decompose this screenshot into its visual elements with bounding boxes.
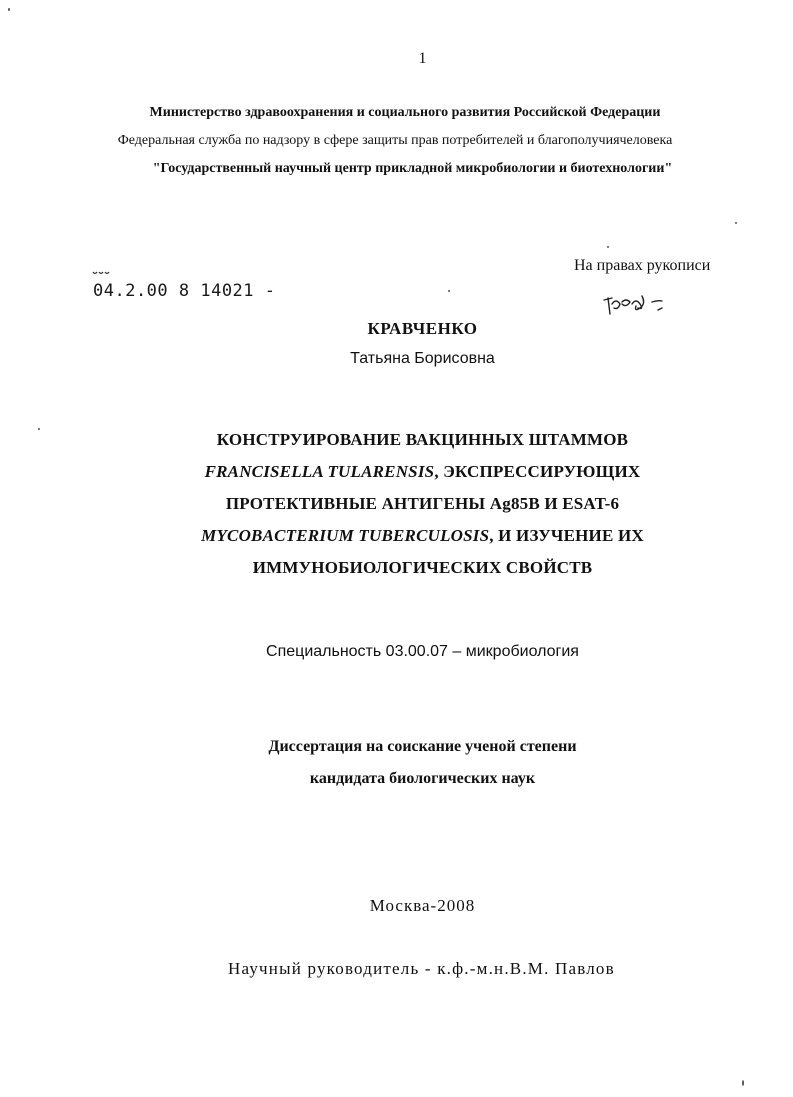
dissertation-title-line-5: ИММУНОБИОЛОГИЧЕСКИХ СВОЙСТВ <box>252 558 593 577</box>
scientific-supervisor: Научный руководитель - к.ф.-м.н.В.М. Павлов <box>228 959 615 978</box>
federal-service-name: Федеральная служба по надзору в сфере защиты прав потребителей и благополучиячеловека <box>117 133 673 148</box>
stamp-marks-icon <box>92 270 114 278</box>
scan-speck <box>448 290 450 292</box>
degree-line-2: кандидата биологических наук <box>309 770 536 787</box>
scan-speck <box>742 1080 744 1086</box>
research-center-name: "Государственный научный центр прикладной микробиологии и биотехнологии" <box>152 161 673 176</box>
dissertation-title-line-1: КОНСТРУИРОВАНИЕ ВАКЦИННЫХ ШТАММОВ <box>216 430 629 449</box>
species-name-italic: FRANCISELLA TULARENSIS <box>204 462 435 481</box>
city-and-year: Москва-2008 <box>369 896 476 915</box>
manuscript-rights-label: На правах рукописи <box>574 257 711 274</box>
title-line-4-rest: , И ИЗУЧЕНИЕ ИХ <box>489 526 644 545</box>
dissertation-title-line-3: ПРОТЕКТИВНЫЕ АНТИГЕНЫ Ag85B И ESAT-6 <box>225 494 620 513</box>
author-surname: КРАВЧЕНКО <box>367 319 478 338</box>
title-line-2-rest: , ЭКСПРЕССИРУЮЩИХ <box>434 462 641 481</box>
page-number: 1 <box>418 50 427 67</box>
library-stamp-code: 04.2.00 8 14021 - <box>93 281 276 301</box>
dissertation-title-line-4 <box>0 526 793 546</box>
scan-speck <box>607 246 609 248</box>
scan-speck <box>8 8 10 11</box>
degree-line-1: Диссертация на соискание ученой степени <box>268 738 577 755</box>
author-first-name: Татьяна Борисовна <box>350 350 495 367</box>
dissertation-title-line-2 <box>0 462 793 482</box>
scan-speck <box>735 222 737 224</box>
scan-speck <box>38 428 40 430</box>
bacterium-name-italic: MYCOBACTERIUM TUBERCULOSIS <box>201 526 490 545</box>
ministry-name: Министерство здравоохранения и социального развития Российской Федерации <box>149 105 661 120</box>
specialty-code: Специальность 03.00.07 – микробиология <box>266 643 579 660</box>
